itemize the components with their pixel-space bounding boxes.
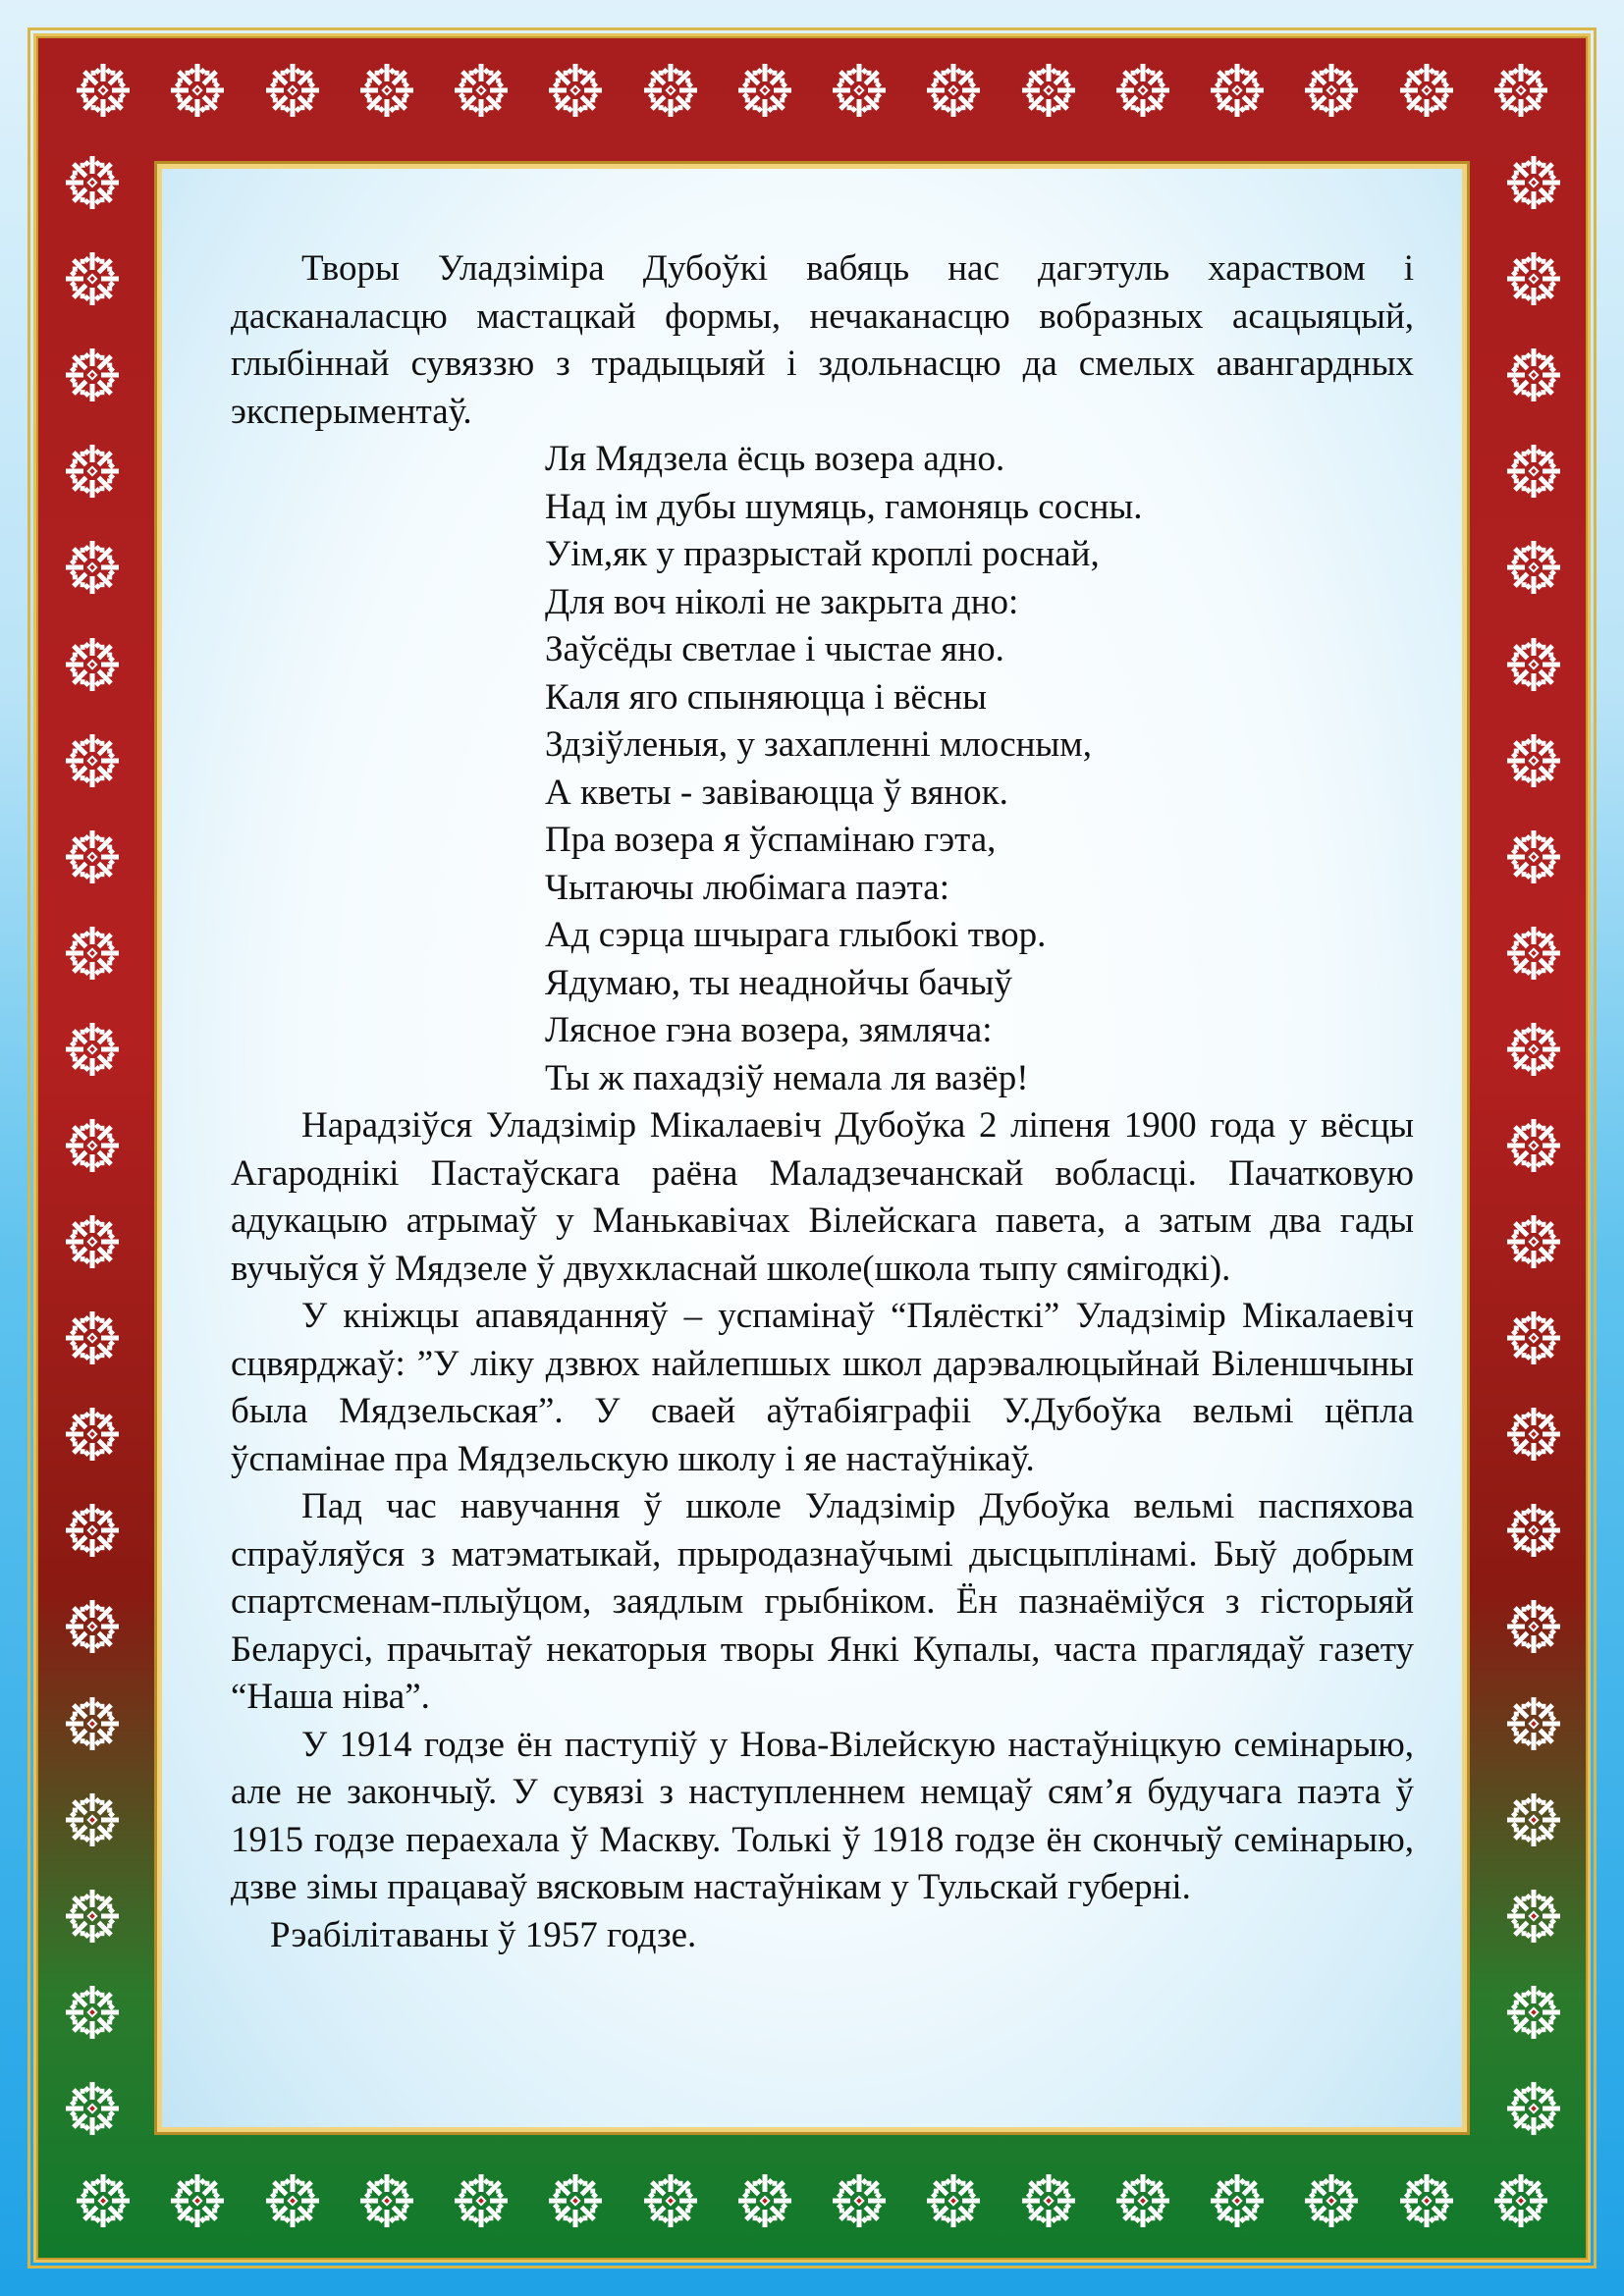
belarusian-star-ornament-icon bbox=[1503, 152, 1564, 213]
belarusian-star-ornament-icon bbox=[640, 60, 701, 121]
belarusian-star-ornament-icon bbox=[1503, 1789, 1564, 1850]
belarusian-star-ornament-icon bbox=[262, 2170, 323, 2231]
belarusian-star-ornament-icon bbox=[1503, 345, 1564, 405]
belarusian-star-ornament-icon bbox=[1018, 60, 1079, 121]
poem-line: Ты ж пахадзіў немала ля вазёр! bbox=[545, 1057, 1029, 1098]
belarusian-star-ornament-icon bbox=[1396, 2170, 1457, 2231]
biography-paragraph: У кніжцы апавяданняў – успамінаў “Пялёсткі” Уладзімір Мікалаевіч сцвярджаў: ”У ліку дзвюх найлепшых школ дарэвалюцыйнай Віленшчыны была Мядзельская”. У сваей аўтабіяграфіі У.Дубоўка вельмі цёпла ўспамінае пра Мядзельскую школу і яе настаўнікаў. bbox=[231, 1296, 1414, 1479]
belarusian-star-ornament-icon bbox=[451, 2170, 512, 2231]
belarusian-star-ornament-icon bbox=[829, 2170, 890, 2231]
belarusian-star-ornament-icon bbox=[62, 827, 123, 887]
belarusian-star-ornament-icon bbox=[73, 60, 134, 121]
belarusian-star-ornament-icon bbox=[1490, 2170, 1551, 2231]
belarusian-star-ornament-icon bbox=[1112, 2170, 1173, 2231]
belarusian-star-ornament-icon bbox=[1503, 2078, 1564, 2139]
belarusian-star-ornament-icon bbox=[62, 345, 123, 405]
ornament-row-bottom bbox=[56, 2166, 1568, 2235]
poem-line: А кветы - завіваюцца ў вянок. bbox=[545, 772, 1008, 813]
belarusian-star-ornament-icon bbox=[167, 60, 228, 121]
belarusian-star-ornament-icon bbox=[356, 60, 417, 121]
belarusian-star-ornament-icon bbox=[1503, 1211, 1564, 1272]
belarusian-star-ornament-icon bbox=[1503, 1019, 1564, 1080]
belarusian-star-ornament-icon bbox=[1503, 923, 1564, 984]
poem-line: Ад сэрца шчырага глыбокі твор. bbox=[545, 915, 1047, 955]
belarusian-star-ornament-icon bbox=[62, 634, 123, 695]
poem-line: Ядумаю, ты неаднойчы бачыў bbox=[545, 962, 1012, 1003]
belarusian-star-ornament-icon bbox=[545, 60, 606, 121]
poem-line: Для воч ніколі не закрыта дно: bbox=[545, 581, 1019, 622]
belarusian-star-ornament-icon bbox=[1490, 60, 1551, 121]
belarusian-star-ornament-icon bbox=[62, 1982, 123, 2043]
belarusian-star-ornament-icon bbox=[62, 2078, 123, 2139]
ornament-column-left bbox=[58, 134, 127, 2157]
text-panel bbox=[157, 164, 1467, 2132]
biography-paragraph: Пад час навучання ў школе Уладзімір Дубоўка вельмі паспяхова спраўляўся з матэматыкай, прыродазнаўчымі дысцыплінамі. Быў добрым спартсменам-плыўцом, заядлым грыбніком. Ён пазнаёміўся з гісторыяй Беларусі, прачытаў некаторыя творы Янкі Купалы, часта праглядаў газету “Наша ніва”. bbox=[231, 1486, 1414, 1717]
biography-paragraphs bbox=[231, 1102, 1414, 1912]
belarusian-star-ornament-icon bbox=[62, 730, 123, 791]
belarusian-star-ornament-icon bbox=[640, 2170, 701, 2231]
belarusian-star-ornament-icon bbox=[1207, 60, 1268, 121]
poem-line: Чытаючы любімага паэта: bbox=[545, 867, 949, 908]
belarusian-star-ornament-icon bbox=[62, 1789, 123, 1850]
belarusian-star-ornament-icon bbox=[1503, 730, 1564, 791]
belarusian-star-ornament-icon bbox=[1503, 441, 1564, 502]
belarusian-star-ornament-icon bbox=[62, 248, 123, 309]
belarusian-star-ornament-icon bbox=[1503, 634, 1564, 695]
belarusian-star-ornament-icon bbox=[829, 60, 890, 121]
belarusian-star-ornament-icon bbox=[1018, 2170, 1079, 2231]
poem-line: Пра возера я ўспамінаю гэта, bbox=[545, 820, 997, 860]
biography-paragraph: У 1914 годзе ён паступіў у Нова-Вілейскую настаўніцкую семінарыю, але не закончыў. У сувязі з наступленнем немцаў сям’я будучага паэта ў 1915 годзе пераехала ў Маскву. Толькі ў 1918 годзе ён скончыў семінарыю, дзве зімы працаваў вясковым настаўнікам у Тульскай губерні. bbox=[231, 1724, 1414, 1907]
belarusian-star-ornament-icon bbox=[1503, 1404, 1564, 1465]
belarusian-star-ornament-icon bbox=[62, 1404, 123, 1465]
belarusian-star-ornament-icon bbox=[356, 2170, 417, 2231]
belarusian-star-ornament-icon bbox=[62, 1019, 123, 1080]
belarusian-star-ornament-icon bbox=[1503, 1693, 1564, 1754]
belarusian-star-ornament-icon bbox=[262, 60, 323, 121]
poem-line: Лясное гэна возера, зямляча: bbox=[545, 1010, 993, 1050]
belarusian-star-ornament-icon bbox=[1112, 60, 1173, 121]
poem-line: Над ім дубы шумяць, гамоняць сосны. bbox=[545, 486, 1143, 527]
belarusian-star-ornament-icon bbox=[62, 537, 123, 598]
belarusian-star-ornament-icon bbox=[923, 2170, 984, 2231]
belarusian-star-ornament-icon bbox=[923, 60, 984, 121]
belarusian-star-ornament-icon bbox=[62, 441, 123, 502]
belarusian-star-ornament-icon bbox=[62, 1308, 123, 1368]
belarusian-star-ornament-icon bbox=[1503, 1886, 1564, 1947]
poem-line: Уім,як у празрыстай кроплі роснай, bbox=[545, 534, 1100, 574]
belarusian-star-ornament-icon bbox=[62, 923, 123, 984]
belarusian-star-ornament-icon bbox=[1207, 2170, 1268, 2231]
belarusian-star-ornament-icon bbox=[62, 1693, 123, 1754]
belarusian-star-ornament-icon bbox=[1503, 1596, 1564, 1657]
belarusian-star-ornament-icon bbox=[1301, 60, 1362, 121]
poem-line: Заўсёды светлае і чыстае яно. bbox=[545, 629, 1004, 669]
belarusian-star-ornament-icon bbox=[62, 152, 123, 213]
poem-line: Здзіўленыя, у захапленні млосным, bbox=[545, 724, 1092, 765]
belarusian-star-ornament-icon bbox=[167, 2170, 228, 2231]
intro-paragraph: Творы Уладзіміра Дубоўкі вабяць нас дагэтуль хараством і дасканаласцю мастацкай формы, нечаканасцю вобразных асацыяцый, глыбіннай сувяззю з традыцыяй і здольнасцю да смелых авангардных эксперыментаў. bbox=[231, 248, 1414, 432]
belarusian-star-ornament-icon bbox=[62, 1211, 123, 1272]
belarusian-star-ornament-icon bbox=[62, 1886, 123, 1947]
belarusian-star-ornament-icon bbox=[1396, 60, 1457, 121]
belarusian-star-ornament-icon bbox=[1503, 1982, 1564, 2043]
belarusian-star-ornament-icon bbox=[62, 1115, 123, 1176]
belarusian-star-ornament-icon bbox=[734, 60, 795, 121]
belarusian-star-ornament-icon bbox=[1503, 827, 1564, 887]
belarusian-star-ornament-icon bbox=[1301, 2170, 1362, 2231]
belarusian-star-ornament-icon bbox=[73, 2170, 134, 2231]
belarusian-star-ornament-icon bbox=[1503, 248, 1564, 309]
belarusian-star-ornament-icon bbox=[545, 2170, 606, 2231]
belarusian-star-ornament-icon bbox=[1503, 1308, 1564, 1368]
belarusian-star-ornament-icon bbox=[62, 1500, 123, 1561]
belarusian-star-ornament-icon bbox=[734, 2170, 795, 2231]
belarusian-star-ornament-icon bbox=[62, 1596, 123, 1657]
ornament-row-top bbox=[56, 56, 1568, 125]
poem-line: Каля яго спыняюцца і вёсны bbox=[545, 676, 988, 718]
belarusian-star-ornament-icon bbox=[451, 60, 512, 121]
belarusian-star-ornament-icon bbox=[1503, 1115, 1564, 1176]
belarusian-star-ornament-icon bbox=[1503, 1500, 1564, 1561]
closing-line: Рэабілітаваны ў 1957 годзе. bbox=[270, 1914, 697, 1955]
ornament-column-right bbox=[1499, 134, 1568, 2157]
biography-paragraph: Нарадзіўся Уладзімір Мікалаевіч Дубоўка 2 ліпеня 1900 года у вёсцы Агароднікі Пастаўскага раёна Маладзечанскай вобласці. Пачатковую адукацыю атрымаў у Манькавічах Вілейскага павета, а затым два гады вучыўся ў Мядзеле ў двухкласнай школе(школа тыпу сямігодкі). bbox=[231, 1105, 1414, 1289]
poem bbox=[231, 436, 1414, 1102]
belarusian-star-ornament-icon bbox=[1503, 537, 1564, 598]
poem-line: Ля Мядзела ёсць возера адно. bbox=[545, 439, 1005, 479]
article-text bbox=[231, 245, 1414, 1959]
